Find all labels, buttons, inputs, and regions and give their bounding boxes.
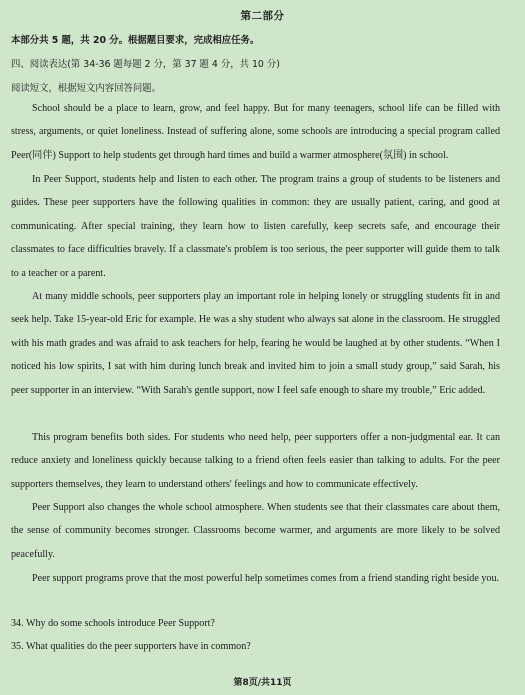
passage-paragraph-3: At many middle schools, peer supporters play an important role in helping lonely or struggling students fit in and seek help. Take 15-year-old Eric for example. He was a shy student who always sat alone in the classroom. He struggled with his math grades and was afraid to ask teachers for help, fearing he would be laughed at by other students. “When I noticed his low spirits, I sat with him during lunch break and invited him to join a small study group,” said Sarah, his peer supporter in an interview. “With Sarah's gentle support, now I feel safe enough to share my trouble,” Eric added. bbox=[11, 291, 500, 396]
passage-paragraph-4: This program benefits both sides. For students who need help, peer supporters offer a non-judgmental ear. It can reduce anxiety and loneliness quickly because talking to a friend often feels easier than talking to adults. For the peer supporters themselves, they learn to understand others' feelings and how to communicate effectively. bbox=[11, 432, 500, 490]
question-35: 35. What qualities do the peer supporters have in common? bbox=[11, 641, 251, 652]
passage-paragraph-1: School should be a place to learn, grow, and feel happy. But for many teenagers, school life can be filled with stress, arguments, or quiet loneliness. Instead of suffering alone, some schools are introducing a special program called Peer(同伴) Support to help students get through hard times and build a warmer atmosphere(氛围) in school. bbox=[11, 103, 500, 161]
passage-paragraph-6: Peer support programs prove that the most powerful help sometimes comes from a friend standing right beside you. bbox=[32, 573, 500, 584]
section-intro: 本部分共 5 题，共 20 分。根据题目要求，完成相应任务。 bbox=[11, 35, 260, 46]
reading-instruction: 阅读短文，根据短文内容回答问题。 bbox=[11, 83, 162, 94]
page-number: 第8页/共11页 bbox=[233, 678, 292, 688]
part-title: 第二部分 bbox=[240, 10, 285, 22]
question-34: 34. Why do some schools introduce Peer Support? bbox=[11, 618, 215, 629]
passage-paragraph-5: Peer Support also changes the whole school atmosphere. When students see that their classmates care about them, the sense of community becomes stronger. Classrooms become warmer, and arguments are more likely to be solved peacefully. bbox=[11, 502, 500, 560]
section-heading: 四、阅读表达(第 34-36 题每题 2 分，第 37 题 4 分，共 10 分) bbox=[11, 59, 280, 70]
passage-paragraph-2: In Peer Support, students help and listen to each other. The program trains a group of students to be listeners and guides. These peer supporters have the following qualities in common: they are usually patient, caring, and good at communicating. After special training, they learn how to listen carefully, keep secrets safe, and encourage their classmates to face difficulties bravely. If a classmate's problem is too serious, the peer supporter will guide them to talk to a teacher or a parent. bbox=[11, 174, 500, 279]
